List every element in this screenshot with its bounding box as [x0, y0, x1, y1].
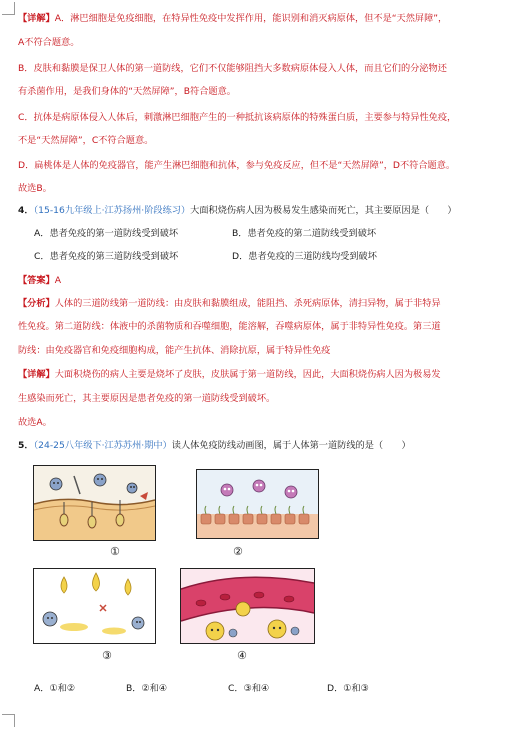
q4-detail-line-1: [18, 368, 510, 381]
q4-option-d: D．患者免疫的三道防线均受到破坏: [232, 251, 377, 262]
q4-analysis-line-1: [18, 297, 510, 310]
q3-conclusion: 故选B。: [18, 183, 52, 194]
q3-detail-line-2: A不符合题意。: [18, 37, 80, 48]
q4-option-a: A．患者免疫的第一道防线受到破坏: [34, 228, 179, 239]
q3-detail-line-6: 不是“天然屏障”，C不符合题意。: [18, 135, 154, 146]
figure-4-phagocyte-barrier: [180, 568, 315, 644]
figure-3-label: ③: [102, 649, 112, 662]
q5-option-c: C．③和④: [228, 683, 270, 694]
q4-option-b: B．患者免疫的第二道防线受到破坏: [232, 228, 377, 239]
figure-2-label: ②: [233, 545, 243, 558]
q5-stem-line: [18, 439, 510, 452]
q4-analysis-line-2: 性免疫。第二道防线：体液中的杀菌物质和吞噬细胞，能溶解，吞噬病原体，属于非特异性免疫。第三道: [18, 321, 441, 332]
crop-mark-top-left: [2, 2, 15, 15]
crop-mark-bottom-left: [2, 714, 15, 727]
q3-detail-line-3: B．皮肤和黏膜是保卫人体的第一道防线，它们不仅能够阻挡大多数病原体侵入人体，而且它们的分泌物还: [18, 63, 447, 74]
q3-detail-line-7: D．扁桃体是人体的免疫器官，能产生淋巴细胞和抗体，参与免疫反应，但不是“天然屏障”，D不符合题意。: [18, 160, 456, 171]
q4-stem-line: [18, 204, 510, 217]
figure-1-illustration: [34, 466, 155, 540]
q4-source: （15-16九年级上·江苏扬州·阶段练习）: [33, 205, 191, 216]
figure-1-skin-barrier: [33, 465, 156, 541]
q4-answer-line: [18, 274, 510, 287]
q3-detail-a-text: A．淋巴细胞是免疫细胞，在特异性免疫中发挥作用，能识别和消灭病原体，但不是“天然屏障”，: [54, 13, 448, 24]
figure-4-illustration: [181, 569, 314, 643]
figure-2-mucosa-barrier: [196, 469, 319, 539]
q4-option-c: C．患者免疫的第三道防线受到破坏: [34, 251, 179, 262]
q5-stem: 读人体免疫防线动画图，属于人体第一道防线的是（ ）: [171, 440, 411, 451]
q4-detail-line-2: 生感染而死亡，其主要原因是患者免疫的第一道防线受到破坏。: [18, 393, 276, 404]
q3-detail-line-4: 有杀菌作用，是我们身体的“天然屏障”，B符合题意。: [18, 86, 236, 97]
q5-option-a: A．①和②: [34, 683, 76, 694]
q5-number: 5．: [18, 440, 34, 451]
figure-3-secretion-barrier: [33, 568, 156, 644]
q5-option-b: B．②和④: [126, 683, 168, 694]
q3-detail-line-5: C．抗体是病原体侵入人体后，刺激淋巴细胞产生的一种抵抗该病原体的特殊蛋白质，主要参与特异性免疫，: [18, 112, 457, 123]
figure-2-illustration: [197, 470, 318, 538]
figure-1-label: ①: [110, 545, 120, 558]
q5-option-d: D．①和③: [327, 683, 369, 694]
figure-4-label: ④: [237, 649, 247, 662]
figure-3-illustration: [34, 569, 155, 643]
q4-number: 4．: [18, 205, 34, 216]
q4-detail-text-1: 大面积烧伤的病人主要是烧坏了皮肤，皮肤属于第一道防线，因此，大面积烧伤病人因为极易发: [54, 369, 441, 380]
analysis-tag: 【分析】: [18, 298, 55, 309]
q4-conclusion: 故选A。: [18, 417, 52, 428]
q4-stem: 大面积烧伤病人因为极易发生感染而死亡，其主要原因是（ ）: [190, 205, 457, 216]
q4-analysis-line-3: 防线：由免疫器官和免疫细胞构成，能产生抗体、消除抗原，属于特异性免疫: [18, 345, 331, 356]
q4-analysis-text-1: 人体的三道防线第一道防线：由皮肤和黏膜组成，能阻挡、杀死病原体，清扫异物，属于非特异: [54, 298, 441, 309]
detail-tag: 【详解】: [18, 369, 55, 380]
detail-tag: 【详解】: [18, 13, 55, 24]
q5-source: （24-25八年级下·江苏苏州·期中）: [33, 440, 172, 451]
q3-detail-line-1: [18, 12, 510, 25]
q4-answer: A: [54, 275, 62, 286]
answer-tag: 【答案】: [18, 275, 55, 286]
